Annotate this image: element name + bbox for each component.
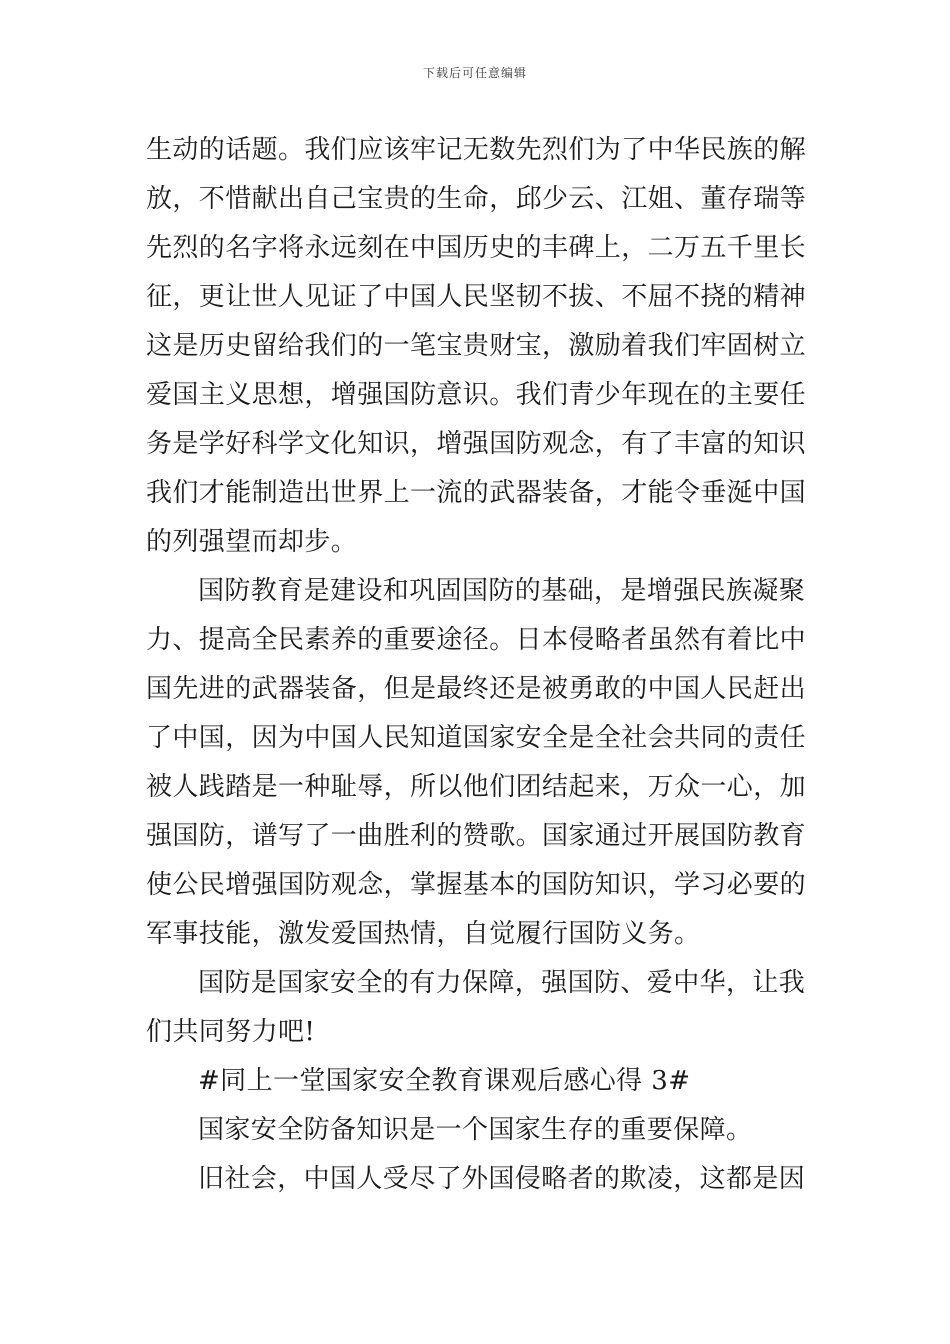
- text-line: 先烈的名字将永远刻在中国历史的丰碑上，二万五千里长: [146, 233, 807, 263]
- text-line: 生动的话题。我们应该牢记无数先烈们为了中华民族的解: [146, 135, 807, 165]
- text-line: 务是学好科学文化知识，增强国防观念，有了丰富的知识: [146, 429, 807, 459]
- text-line: 国防是国家安全的有力保障，强国防、爱中华，让我: [198, 968, 806, 998]
- text-line: 国防教育是建设和巩固国防的基础，是增强民族凝聚: [198, 576, 806, 606]
- text-line: 了中国，因为中国人民知道国家安全是全社会共同的责任: [146, 723, 807, 753]
- text-line: 征，更让世人见证了中国人民坚韧不拔、不屈不挠的精神: [146, 282, 807, 312]
- text-line: 的列强望而却步。: [146, 527, 358, 557]
- text-line: 这是历史留给我们的一笔宝贵财宝，激励着我们牢固树立: [146, 331, 807, 361]
- document-body: [146, 126, 811, 1204]
- text-line: 们共同努力吧!: [146, 1017, 316, 1047]
- text-line: 爱国主义思想，增强国防意识。我们青少年现在的主要任: [146, 380, 807, 410]
- text-line: 我们才能制造出世界上一流的武器装备，才能令垂涎中国: [146, 478, 807, 508]
- text-line: 旧社会，中国人受尽了外国侵略者的欺凌，这都是因: [198, 1164, 806, 1194]
- text-line: 被人践踏是一种耻辱，所以他们团结起来，万众一心，加: [146, 772, 807, 802]
- text-line: 国家安全防备知识是一个国家生存的重要保障。: [198, 1115, 753, 1145]
- text-line: 国先进的武器装备，但是最终还是被勇敢的中国人民赶出: [146, 674, 807, 704]
- text-line: 使公民增强国防观念，掌握基本的国防知识，学习必要的: [146, 870, 807, 900]
- text-line: #同上一堂国家安全教育课观后感心得 3#: [198, 1066, 691, 1096]
- text-line: 力、提高全民素养的重要途径。日本侵略者虽然有着比中: [146, 625, 807, 655]
- page-header: 下载后可任意编辑: [422, 66, 527, 80]
- text-line: 军事技能，激发爱国热情，自觉履行国防义务。: [146, 919, 701, 949]
- text-line: 放，不惜献出自己宝贵的生命，邱少云、江姐、董存瑞等: [146, 184, 807, 214]
- text-line: 强国防，谱写了一曲胜利的赞歌。国家通过开展国防教育: [146, 821, 807, 851]
